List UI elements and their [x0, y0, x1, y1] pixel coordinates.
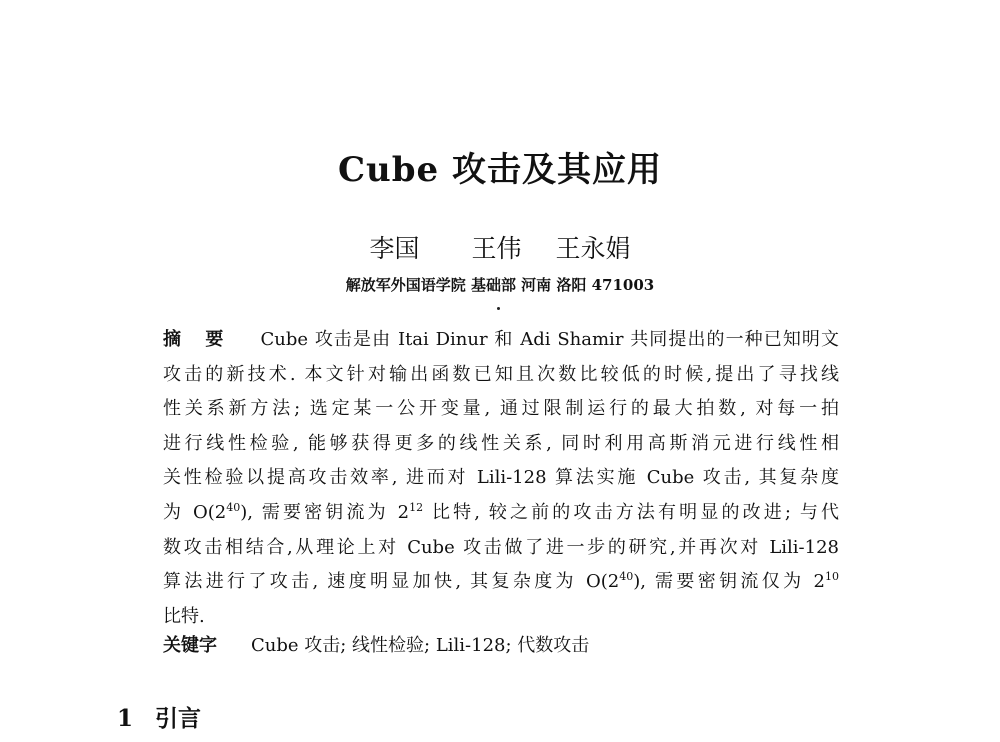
exponent: 10 — [825, 570, 839, 584]
abstract-line: 算法进行了攻击, 速度明显加快, 其复杂度为 $O(2^{40})$, 需要密钥流仅为 $2^{10}$ — [163, 570, 839, 593]
abstract-line: 关性检验以提高攻击效率, 进而对 Lili-128 算法实施 Cube 攻击, 其复杂度 — [163, 467, 839, 489]
exponent: 12 — [409, 500, 424, 514]
paper-title: Cube 攻击及其应用 — [337, 150, 663, 190]
exponent: 40 — [226, 500, 241, 514]
stray-dot-mark — [497, 307, 500, 310]
abstract-line: 数攻击相结合,从理论上对 Cube 攻击做了进一步的研究,并再次对 Lili-128 — [163, 536, 839, 558]
exponent: 40 — [619, 570, 634, 584]
author-list — [0, 229, 1000, 265]
keywords — [163, 631, 839, 661]
author-name: 王永娟 — [555, 234, 631, 263]
section-heading — [117, 700, 201, 733]
keywords-label: 关键字 — [163, 635, 217, 656]
section-title: 引言 — [155, 705, 202, 732]
abstract-line: 比特. — [163, 605, 205, 627]
section-number: 1 — [117, 705, 134, 732]
abstract-line: 为 $O(2^{40})$, 需要密钥流为 $2^{12}$ 比特, 较之前的攻击方法有明显的改进; 与代 — [163, 500, 839, 523]
abstract-label: 摘 要 — [163, 329, 233, 350]
abstract — [163, 323, 839, 634]
author-name: 王伟 — [471, 234, 522, 263]
abstract-line: 进行线性检验, 能够获得更多的线性关系, 同时利用高斯消元进行线性相 — [163, 432, 839, 454]
author-name: 李国 — [369, 234, 420, 263]
affiliation: 解放军外国语学院 基础部 河南 洛阳 471003 — [345, 276, 655, 294]
abstract-line: 摘 要 Cube 攻击是由 Itai Dinur 和 Adi Shamir 共同提出的一种已知明文 — [163, 329, 839, 350]
keywords-text: Cube 攻击; 线性检验; Lili-128; 代数攻击 — [251, 635, 590, 656]
abstract-line: 攻击的新技术. 本文针对输出函数已知且次数比较低的时候,提出了寻找线 — [163, 363, 839, 385]
abstract-line: 性关系新方法; 选定某一公开变量, 通过限制运行的最大拍数, 对每一拍 — [163, 398, 839, 420]
